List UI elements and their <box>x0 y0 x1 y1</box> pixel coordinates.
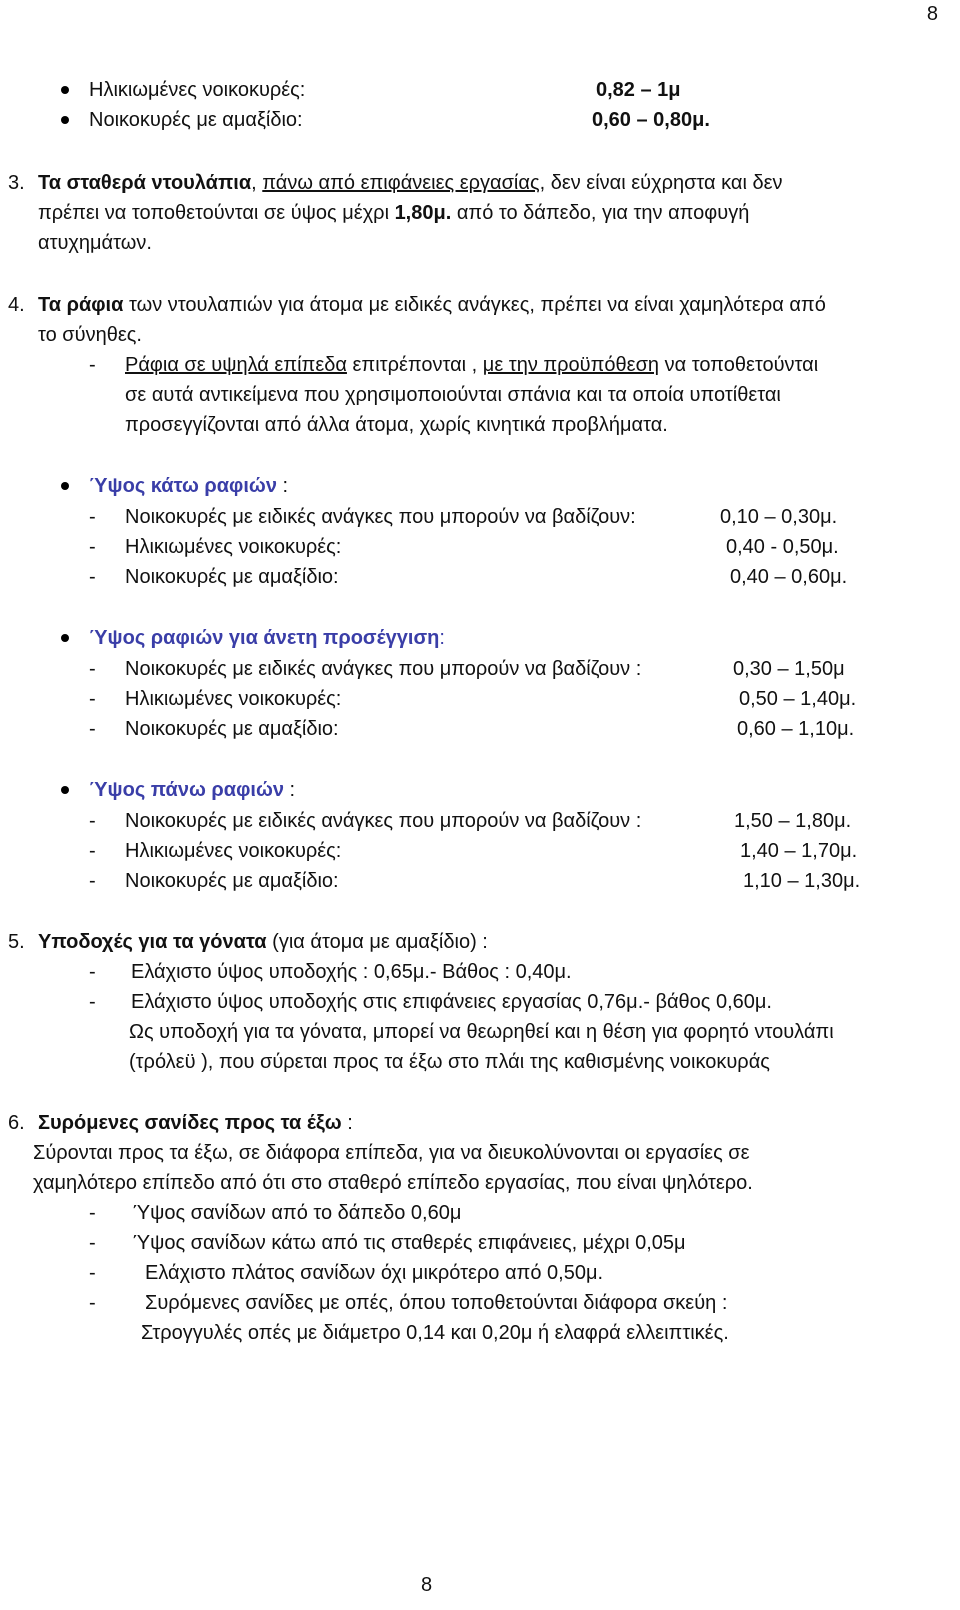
shelf-row-value: 0,40 – 0,60μ. <box>730 566 848 588</box>
shelf-heading-text: Ύψος πάνω ραφιών <box>89 779 284 801</box>
dash-icon: - <box>89 658 96 680</box>
item5-para-line: Ως υποδοχή για τα γόνατα, μπορεί να θεωρηθεί και η θέση για φορητό ντουλάπι <box>129 1021 834 1043</box>
dash-icon: - <box>89 1292 96 1314</box>
item4-sub-t1: επιτρέπονται , <box>346 354 483 376</box>
item6-heading <box>38 1110 353 1136</box>
shelf-row-value: 0,50 – 1,40μ. <box>739 688 857 710</box>
shelf-row-value: 1,50 – 1,80μ. <box>734 810 852 832</box>
item3-bold: Τα σταθερά ντουλάπια <box>38 172 252 194</box>
item6-detail: Ύψος σανίδων κάτω από τις σταθερές επιφάνειες, μέχρι 0,05μ <box>133 1232 686 1254</box>
shelf-row-label: Ηλικιωμένες νοικοκυρές: <box>125 688 342 710</box>
bullet-label: Νοικοκυρές με αμαξίδιο: <box>89 109 303 131</box>
item6-para-line: Σύρονται προς τα έξω, σε διάφορα επίπεδα, για να διευκολύνονται οι εργασίες σε <box>33 1142 750 1164</box>
item6-detail: Ύψος σανίδων από το δάπεδο 0,60μ <box>133 1202 462 1224</box>
bullet-icon <box>61 634 69 642</box>
item4-line1 <box>38 292 826 318</box>
dash-icon: - <box>89 810 96 832</box>
shelf-heading-suffix: : <box>283 779 296 801</box>
bullet-icon <box>61 482 69 490</box>
bullet-icon <box>61 116 69 124</box>
item6-bold: Συρόμενες σανίδες προς τα έξω <box>38 1112 342 1134</box>
dash-icon: - <box>89 506 96 528</box>
dash-icon: - <box>89 1202 96 1224</box>
shelf-row-value: 0,30 – 1,50μ <box>733 658 845 680</box>
item6-rest: : <box>341 1112 353 1134</box>
dash-icon: - <box>89 354 96 376</box>
dash-icon: - <box>89 688 96 710</box>
item3-line2 <box>38 200 749 226</box>
dash-icon: - <box>89 840 96 862</box>
item5-bold: Υποδοχές για τα γόνατα <box>38 931 267 953</box>
dash-icon: - <box>89 991 96 1013</box>
item4-sub-line3: προσεγγίζονται από άλλα άτομα, χωρίς κινητικά προβλήματα. <box>125 414 668 436</box>
item4-bold: Τα ράφια <box>38 294 124 316</box>
item4-rest: των ντουλαπιών για άτομα με ειδικές ανάγκες, πρέπει να είναι χαμηλότερα από <box>123 294 826 316</box>
item4-sub-u1: Ράφια σε υψηλά επίπεδα <box>125 354 347 376</box>
item3-line1 <box>38 170 783 196</box>
shelf-row-value: 0,10 – 0,30μ. <box>720 506 838 528</box>
item6-detail: Ελάχιστο πλάτος σανίδων όχι μικρότερο από 0,50μ. <box>145 1262 604 1284</box>
item3-rest: , δεν είναι εύχρηστα και δεν <box>539 172 783 194</box>
shelf-row-label: Νοικοκυρές με ειδικές ανάγκες που μπορούν να βαδίζουν : <box>125 810 642 832</box>
item4-sub-u2: με την προϋπόθεση <box>482 354 660 376</box>
item3-height: 1,80μ. <box>394 202 452 224</box>
dash-icon: - <box>89 566 96 588</box>
item3-line3: ατυχημάτων. <box>38 232 152 254</box>
bullet-icon <box>61 786 69 794</box>
item3-line2a: πρέπει να τοποθετούνται σε ύψος μέχρι <box>38 202 395 224</box>
shelf-group-heading <box>89 625 445 651</box>
shelf-heading-text: Ύψος ραφιών για άνετη προσέγγιση <box>89 627 440 649</box>
bullet-value: 0,60 – 0,80μ. <box>592 109 710 131</box>
item6-detail: Συρόμενες σανίδες με οπές, όπου τοποθετούνται διάφορα σκεύη : <box>145 1292 728 1314</box>
shelf-row-label: Ηλικιωμένες νοικοκυρές: <box>125 840 342 862</box>
item5-rest: (για άτομα με αμαξίδιο) : <box>266 931 488 953</box>
item6-para-line: χαμηλότερο επίπεδο από ότι στο σταθερό επίπεδο εργασίας, που είναι ψηλότερο. <box>33 1172 753 1194</box>
shelf-group-heading <box>89 473 288 499</box>
item4-sub-t2: να τοποθετούνται <box>659 354 819 376</box>
item3-number: 3. <box>8 172 25 194</box>
dash-icon: - <box>89 1262 96 1284</box>
item6-number: 6. <box>8 1112 25 1134</box>
item4-number: 4. <box>8 294 25 316</box>
shelf-heading-suffix: : <box>439 627 445 649</box>
shelf-row-label: Νοικοκυρές με αμαξίδιο: <box>125 870 339 892</box>
item5-heading <box>38 929 488 955</box>
dash-icon: - <box>89 536 96 558</box>
shelf-row-value: 0,60 – 1,10μ. <box>737 718 855 740</box>
bullet-icon <box>61 86 69 94</box>
item3-underlined: πάνω από επιφάνειες εργασίας <box>262 172 540 194</box>
shelf-row-label: Νοικοκυρές με ειδικές ανάγκες που μπορούν να βαδίζουν : <box>125 658 642 680</box>
shelf-row-value: 0,40 - 0,50μ. <box>726 536 839 558</box>
item3-line2c: από το δάπεδο, για την αποφυγή <box>451 202 750 224</box>
page-number-top: 8 <box>926 3 938 25</box>
item5-para-line: (τρόλεϋ ), που σύρεται προς τα έξω στο πλάι της καθισμένης νοικοκυράς <box>129 1051 770 1073</box>
shelf-row-label: Νοικοκυρές με ειδικές ανάγκες που μπορούν να βαδίζουν: <box>125 506 636 528</box>
item5-number: 5. <box>8 931 25 953</box>
shelf-group-heading <box>89 777 295 803</box>
dash-icon: - <box>89 1232 96 1254</box>
item4-line2: το σύνηθες. <box>38 324 142 346</box>
item5-detail: Ελάχιστο ύψος υποδοχής στις επιφάνειες εργασίας 0,76μ.- βάθος 0,60μ. <box>131 991 772 1013</box>
shelf-row-label: Νοικοκυρές με αμαξίδιο: <box>125 566 339 588</box>
item5-detail: Ελάχιστο ύψος υποδοχής : 0,65μ.- Βάθος : 0,40μ. <box>131 961 572 983</box>
bullet-value: 0,82 – 1μ <box>596 79 681 101</box>
shelf-heading-text: Ύψος κάτω ραφιών <box>89 475 277 497</box>
item6-detail-cont: Στρογγυλές οπές με διάμετρο 0,14 και 0,20μ ή ελαφρά ελλειπτικές. <box>141 1322 729 1344</box>
shelf-row-label: Νοικοκυρές με αμαξίδιο: <box>125 718 339 740</box>
shelf-row-value: 1,10 – 1,30μ. <box>743 870 861 892</box>
item4-sub-line1 <box>125 352 818 378</box>
bullet-label: Ηλικιωμένες νοικοκυρές: <box>89 79 306 101</box>
shelf-heading-suffix: : <box>276 475 289 497</box>
dash-icon: - <box>89 870 96 892</box>
dash-icon: - <box>89 961 96 983</box>
shelf-row-label: Ηλικιωμένες νοικοκυρές: <box>125 536 342 558</box>
dash-icon: - <box>89 718 96 740</box>
shelf-row-value: 1,40 – 1,70μ. <box>740 840 858 862</box>
item4-sub-line2: σε αυτά αντικείμενα που χρησιμοποιούνται σπάνια και τα οποία υποτίθεται <box>125 384 781 406</box>
page-number-bottom: 8 <box>421 1574 433 1596</box>
item3-sep: , <box>251 172 263 194</box>
